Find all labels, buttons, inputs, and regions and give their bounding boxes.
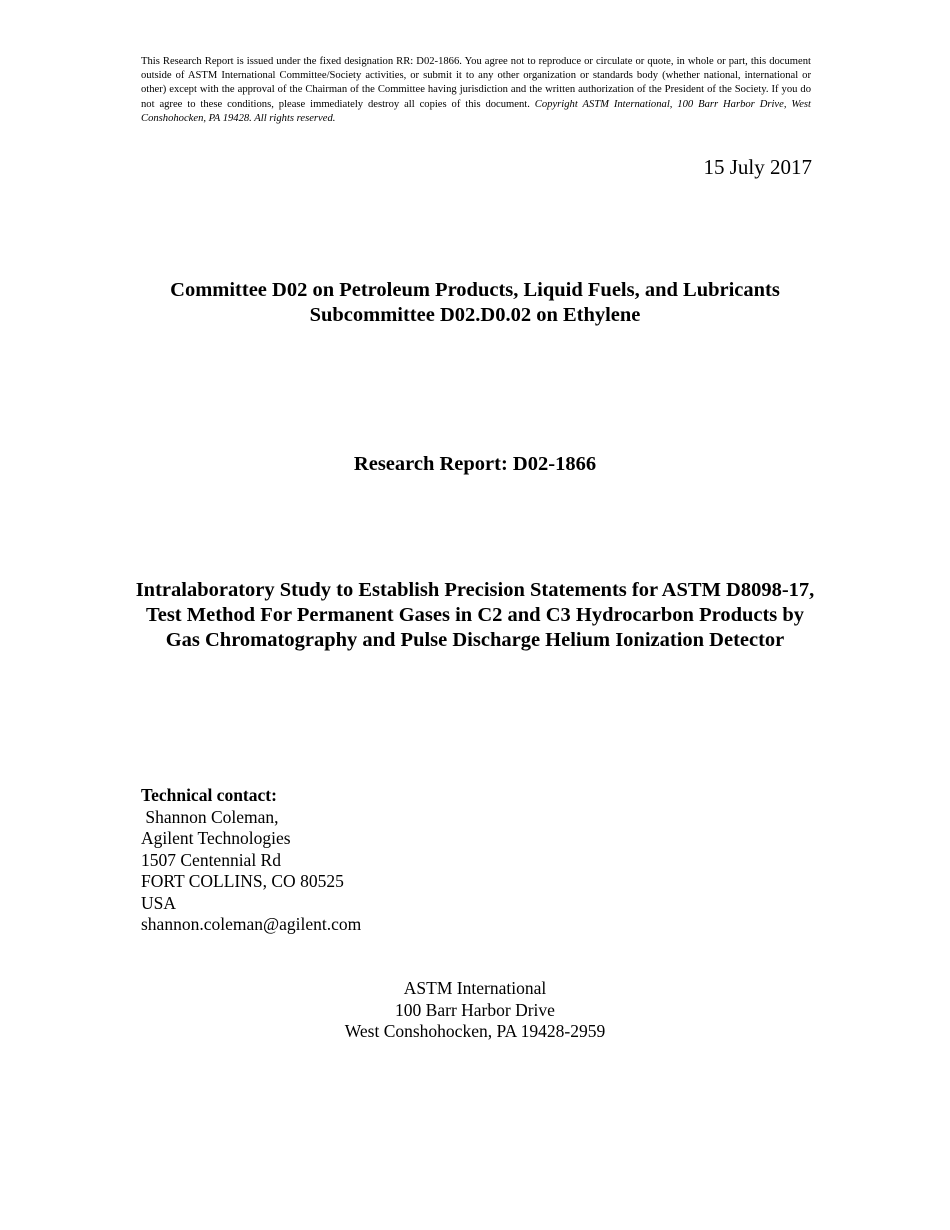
usage-notice (141, 55, 811, 126)
org-street: 100 Barr Harbor Drive (395, 999, 555, 1020)
committee-heading (0, 278, 950, 328)
astm-address (0, 978, 950, 1043)
usage-notice-text: This Research Report is issued under the fixed designation RR: D02-1866. You agree not to reproduce or circulate or quote, in whole or part, this document outside of ASTM International Committee/Society activities, or submit it to any other organization or standards body (whether national, international or other) except with the approval of the Chairman of the Committee having jurisdiction and the written authorization of the President of the Society. If you do not agree to these conditions, please immediately destroy all copies of this document. (141, 56, 811, 110)
technical-contact (141, 785, 361, 936)
org-name: ASTM International (403, 978, 547, 998)
contact-street: 1507 Centennial Rd (141, 849, 281, 870)
contact-email[interactable]: shannon.coleman@agilent.com (141, 914, 362, 934)
contact-country: USA (141, 892, 177, 913)
contact-company: Agilent Technologies (141, 828, 291, 848)
copyright-notice: Copyright ASTM International, 100 Barr Harbor Drive, West Conshohocken, PA 19428. All rights reserved. (141, 98, 811, 124)
contact-name: Shannon Coleman, (141, 806, 279, 827)
org-city: West Conshohocken, PA 19428-2959 (344, 1021, 606, 1041)
contact-city: FORT COLLINS, CO 80525 (141, 871, 344, 891)
subcommittee-name: Subcommittee D02.D0.02 on Ethylene (309, 304, 641, 326)
research-report-id: Research Report: D02-1866 (353, 453, 597, 475)
study-title: Intralaboratory Study to Establish Precision Statements for ASTM D8098-17, Test Method For Permanent Gases in C2 and C3 Hydrocarbon Products by Gas Chromatography and Pulse Discharge Helium Ionization Detector (135, 579, 815, 651)
committee-name: Committee D02 on Petroleum Products, Liquid Fuels, and Lubricants (170, 279, 780, 301)
report-date: 15 July 2017 (703, 155, 812, 179)
technical-contact-heading: Technical contact: (141, 785, 277, 805)
